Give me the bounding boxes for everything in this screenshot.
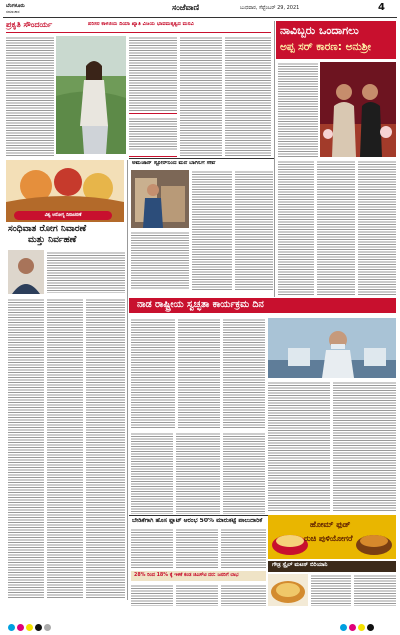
food-recipe-col1 [311,574,351,606]
story1-col3-text [180,36,222,156]
bottom-col2 [176,528,218,568]
story1-photo [56,36,126,154]
lab-photo [268,318,396,378]
woman-in-field-photo [56,36,126,154]
paper-logo: ಸಂಜೆವಾಣಿ [172,3,200,12]
story-right-headline-2: ಅಪ್ಪ ಸರ್ ಕಾರಣ: ಅನುಶ್ರೀ [280,41,371,53]
story1-rule [6,32,271,33]
story1-quote [129,113,177,157]
masthead-left-sub: ಸಮಾಚಾರ [6,9,20,14]
food-title: ಗೌಡ್ರ ಸ್ಟೈಲ್ ಮಟನ್ ಬಿರಿಯಾನಿ [272,562,328,568]
story-right-headline-1: ನಾವಿಬ್ಬರು ಒಂದಾಗಲು [280,24,359,37]
masthead [0,0,400,17]
registration-dot-grey [44,624,51,631]
delivery-worker-photo [131,170,189,228]
story-right-col2 [317,160,355,295]
bottom-sub-col2 [176,584,218,606]
anchors-photo [320,62,396,157]
story1-col4-text [225,36,271,156]
nsd-col3b [223,432,265,514]
registration-dot-magenta [17,624,24,631]
registration-dot-magenta-2 [349,624,356,631]
nsd-col2 [178,318,220,428]
story-right-col1 [278,160,314,295]
registration-dot-yellow [26,624,33,631]
story-bottom-sub-box [131,571,266,581]
biryani-photo [268,574,308,606]
color-registration-strip-right [340,616,376,635]
registration-dot-black-2 [367,624,374,631]
bottom-col3 [221,528,266,568]
story1-col1-text [6,36,54,156]
story2-intro-text [47,251,125,293]
food-recipe-col2 [354,574,396,606]
story-mid-col0 [131,231,189,290]
nsd-col1b [131,432,173,514]
story1-kicker: ಪ್ರಕೃತಿ ಸೌಂದರ್ಯ [6,20,53,29]
story-right-banner [276,21,396,59]
story2-col1-text [8,298,44,598]
story2-headline-2: ಮತ್ತು ನಿರ್ವಹಣೆ [28,235,77,245]
col-divider-right [274,21,275,297]
story1-headline: ಪರಿಸರ ಕಾಳಜಿಯ ದಿಯಾ ಖ್ಯಾತಿ ವಿಜಯ ಭಾವಮತೃತ್ವದ ಮನವಿ [88,22,194,27]
story-bottom-sub-headline: 28% ರಿಂದ 18% ಕ್ಕೆ ಇಳಿಕೆ ಕಂಡ ಜಿಎಸ್‌ಟಿ ದರ: ಜನರಿಗೆ ಲಾಭ [134,573,239,578]
registration-dot-cyan-2 [340,624,347,631]
story2-col2-text [47,298,83,598]
bottom-col1 [131,528,173,568]
story-right-intro [278,62,318,157]
registration-dot-cyan [8,624,15,631]
food-banner-line1: ಹೋಮ್ ಫುಡ್ [310,520,351,529]
biryani-plate-photo [268,574,308,606]
story1-col2-text [129,36,177,111]
doctor-photo [8,250,44,294]
story-bottom-headline: ಬೇಡಿಕೆಗಾಗಿ ಹೊಸ ಫ್ಲಾಟ್ ಆರಂಭ 50% ಮಾರುಕಟ್ಟೆ ಪಾಲುದಾರಿಕೆ [132,518,263,524]
nsd-col5 [333,381,396,511]
bottom-sub-col3 [221,584,266,606]
registration-dot-black [35,624,42,631]
bottom-sub-col1 [131,584,173,606]
registration-dot-yellow-2 [358,624,365,631]
food-title-bar [268,561,396,572]
story-mid-headline: ಅಮೆಜಾನ್ ಸ್ಟೋರ್‌ನಿಂದ ಮನೆ ಬಾಗಿಲಿಗೆ ಸೇವೆ [132,161,216,166]
couple-stage-photo [320,62,396,157]
promo-badge [14,211,112,220]
masthead-left: ಬೆಂಗಳೂರು [6,3,25,9]
story-nsd-banner [129,298,396,313]
food-banner-line2: ರುಚಿ ಪುಳಿಯೋಗರೆ [304,534,353,543]
mid-rule [129,158,274,159]
page-number: 4 [378,2,385,13]
story2-col3-text [86,298,125,598]
story-right-col3 [358,160,396,295]
story2-headline-1: ಸಂಧಿವಾತ ರೋಗ ನಿವಾರಣೆ [8,224,87,234]
nsd-col1 [131,318,175,428]
story-mid-col2 [235,170,273,290]
scientist-photo [268,318,396,378]
col-divider-left [127,160,128,600]
nsd-col3 [223,318,265,428]
date-line: ಬುಧವಾರ, ಸೆಪ್ಟೆಂಬರ್ 29, 2021 [240,5,300,11]
nsd-col4 [268,381,330,511]
nsd-col2b [176,432,220,514]
masthead-rule [3,17,397,18]
story-nsd-headline: ನಾಡ ರಾಷ್ಟ್ರೀಯ ಸ್ವಚ್ಛತಾ ಕಾರ್ಯಕ್ರಮ ದಿನ [137,299,264,310]
story-mid-col1 [192,170,232,290]
warehouse-photo [131,170,189,228]
color-registration-strip [8,616,53,635]
promo-badge-label: ವಿಶ್ವ ಆರೋಗ್ಯ ದಿನಾಚರಣೆ [44,213,82,218]
doctor-portrait [8,250,44,294]
food-banner [268,515,396,559]
